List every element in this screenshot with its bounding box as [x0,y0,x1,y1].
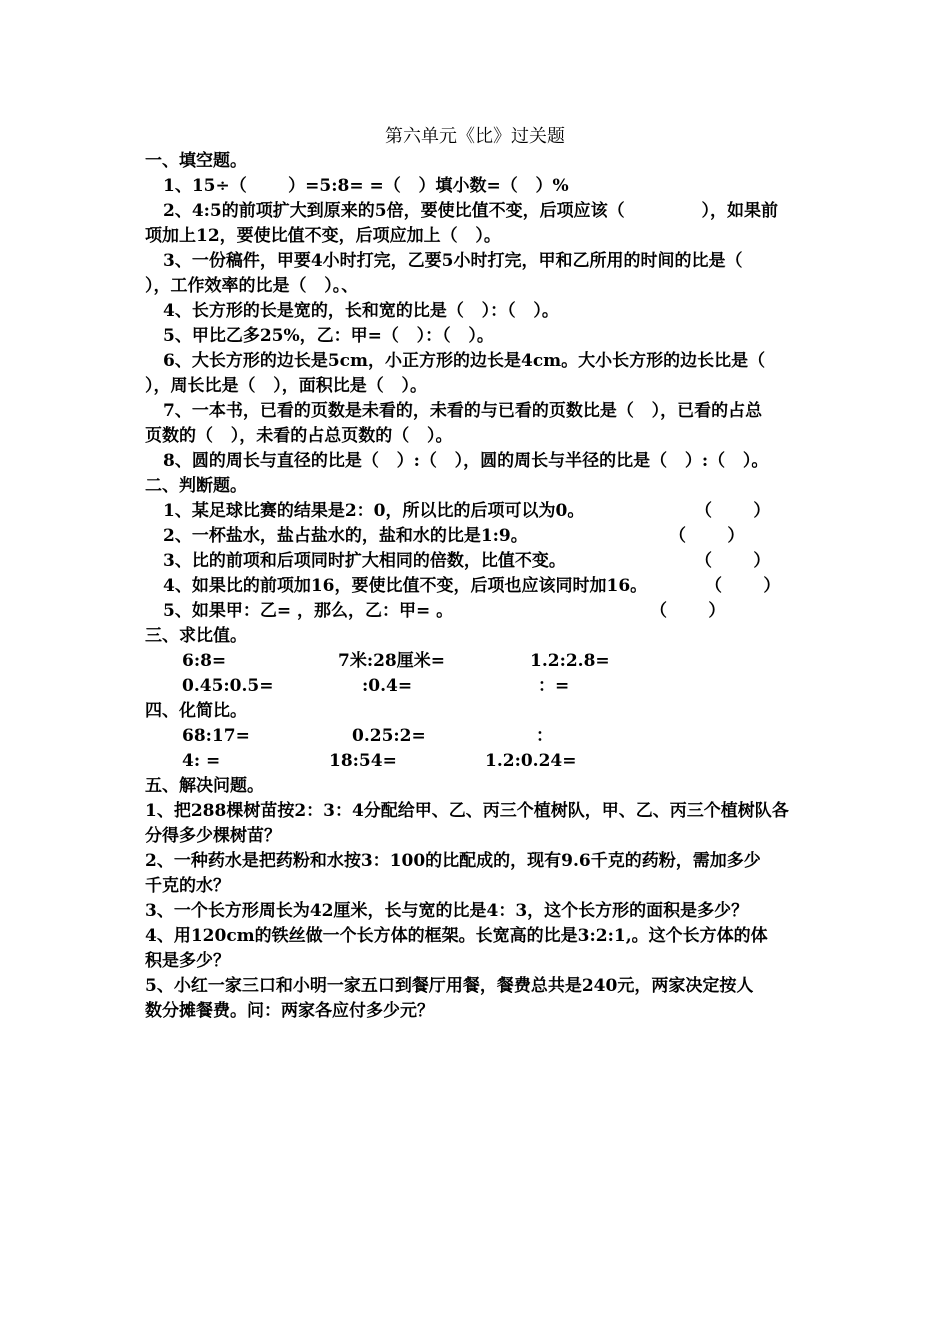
exercise-item: ： [536,726,553,746]
question-line: ），工作效率的比是（ ）。、 [145,276,359,296]
problem-line: 分得多少棵树苗？ [145,826,281,846]
answer-paren: （ ） [650,601,726,621]
question-line: 项加上12，要使比值不变，后项应加上（ ）。 [145,226,501,246]
problem-line: 5、小红一家三口和小明一家五口到餐厅用餐，餐费总共是240元，两家决定按人 [145,976,754,996]
judge-text: 5、如果甲：乙= ，那么，乙：甲= 。 [163,601,454,621]
section-heading-ratio-value: 三、求比值。 [145,626,247,646]
problem-line: 积是多少？ [145,951,230,971]
exercise-item: :0.4= [362,676,413,696]
question-line: 5、甲比乙多25%，乙：甲=（ ）：（ ）。 [163,326,494,346]
exercise-item: 18:54= [329,751,397,771]
answer-paren: （ ） [669,526,745,546]
exercise-item: 6:8= [182,651,227,671]
answer-paren: （ ） [695,501,771,521]
problem-line: 4、用120cm的铁丝做一个长方体的框架。长宽高的比是3:2:1,。这个长方体的体 [145,926,768,946]
judge-text: 4、如果比的前项加16，要使比值不变，后项也应该同时加16。 [163,576,648,596]
section-heading-word-problems: 五、解决问题。 [145,776,264,796]
judge-item [145,599,810,624]
exercise-item: 1.2:0.24= [485,751,577,771]
question-line: 1、15÷（ ）=5:8= =（ ）填小数=（ ）% [163,176,569,196]
exercise-item: 7米:28厘米= [338,651,446,671]
page-title: 第六单元《比》过关题 [385,126,565,147]
judge-item [145,574,810,599]
exercise-row [145,749,810,774]
problem-line: 1、把288棵树苗按2：3：4分配给甲、乙、丙三个植树队，甲、乙、丙三个植树队各 [145,801,789,821]
judge-item [145,524,810,549]
exercise-item: 0.25:2= [352,726,426,746]
exercise-item: 4: = [182,751,221,771]
judge-item [145,499,810,524]
section-heading-simplify: 四、化简比。 [145,701,247,721]
exercise-item: 1.2:2.8= [530,651,610,671]
judge-text: 2、一杯盐水，盐占盐水的，盐和水的比是1:9。 [163,526,528,546]
judge-text: 1、某足球比赛的结果是2：0，所以比的后项可以为0。 [163,501,585,521]
section-heading-true-false: 二、判断题。 [145,476,247,496]
question-line: 页数的（ ），未看的占总页数的（ ）。 [145,426,453,446]
exercise-item: 0.45:0.5= [182,676,274,696]
question-line: 2、4:5的前项扩大到原来的5倍，要使比值不变，后项应该（ ），如果前 [163,201,779,221]
judge-text: 3、比的前项和后项同时扩大相同的倍数，比值不变。 [163,551,566,571]
question-line: 8、圆的周长与直径的比是（ ）:（ ），圆的周长与半径的比是（ ）:（ ）。 [163,451,769,471]
exercise-row [145,724,810,749]
judge-item [145,549,810,574]
problem-line: 千克的水？ [145,876,230,896]
question-line: 7、一本书，已看的页数是未看的，未看的与已看的页数比是（ ），已看的占总 [163,401,763,421]
exercise-item: ：= [538,676,570,696]
problem-line: 数分摊餐费。问：两家各应付多少元？ [145,1001,434,1021]
answer-paren: （ ） [705,576,781,596]
problem-line: 2、一种药水是把药粉和水按3：100的比配成的，现有9.6千克的药粉，需加多少 [145,851,761,871]
exercise-item: 68:17= [182,726,250,746]
question-line: ），周长比是（ ），面积比是（ ）。 [145,376,428,396]
exercise-row [145,649,810,674]
answer-paren: （ ） [695,551,771,571]
question-line: 3、一份稿件，甲要4小时打完，乙要5小时打完，甲和乙所用的时间的比是（ [163,251,743,271]
question-line: 6、大长方形的边长是5cm，小正方形的边长是4cm。大小长方形的边长比是（ [163,351,766,371]
worksheet-content [145,149,810,1024]
question-line: 4、长方形的长是宽的，长和宽的比是（ ）：（ ）。 [163,301,559,321]
exercise-row [145,674,810,699]
problem-line: 3、一个长方形周长为42厘米，长与宽的比是4：3，这个长方形的面积是多少？ [145,901,749,921]
section-heading-fill-blank: 一、填空题。 [145,151,247,171]
